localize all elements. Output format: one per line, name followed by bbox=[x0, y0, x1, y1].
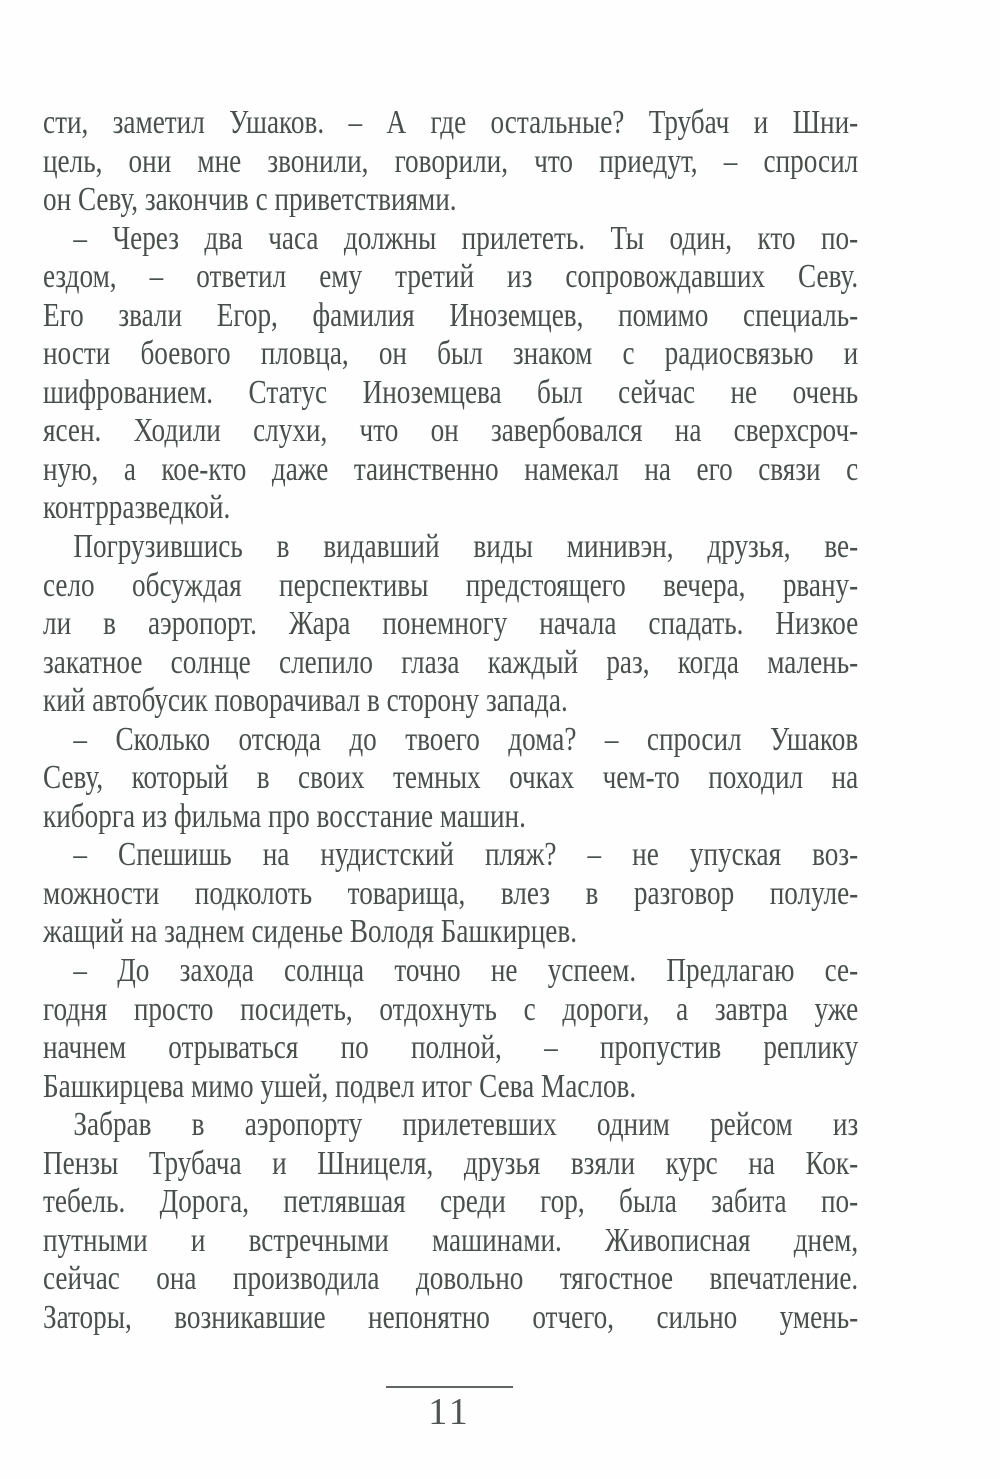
text-line: ную, а кое-кто даже таинственно намекал на его связи с bbox=[43, 450, 859, 488]
footer-divider bbox=[386, 1386, 513, 1388]
text-line: годня просто посидеть, отдохнуть с дороги, а завтра уже bbox=[43, 990, 859, 1028]
text-line: он Севу, закончив с приветствиями. bbox=[43, 181, 457, 219]
text-line: шифрованием. Статус Иноземцева был сейчас не очень bbox=[43, 373, 859, 411]
text-line: Севу, который в своих темных очках чем-то походил на bbox=[43, 759, 859, 797]
text-line: – Спешишь на нудистский пляж? – не упуская воз- bbox=[73, 836, 859, 874]
text-line: ясен. Ходили слухи, что он завербовался на сверхсроч- bbox=[43, 412, 859, 450]
body-text bbox=[43, 104, 858, 1338]
text-line: сти, заметил Ушаков. – А где остальные? Трубач и Шни- bbox=[43, 104, 859, 141]
text-line: Погрузившись в видавший виды минивэн, друзья, ве- bbox=[73, 528, 859, 566]
text-line: ездом, – ответил ему третий из сопровождавших Севу. bbox=[43, 258, 859, 296]
text-line: ли в аэропорт. Жара понемногу начала спадать. Низкое bbox=[43, 605, 859, 643]
text-line: Башкирцева мимо ушей, подвел итог Сева Маслов. bbox=[43, 1067, 637, 1105]
text-line: начнем отрываться по полной, – пропустив реплику bbox=[43, 1029, 859, 1067]
text-line: кий автобусик поворачивал в сторону запада. bbox=[43, 682, 568, 720]
text-line: сейчас она производила довольно тягостное впечатление. bbox=[43, 1260, 859, 1298]
page-number: 11 bbox=[428, 1391, 471, 1433]
text-line: – Через два часа должны прилететь. Ты один, кто по- bbox=[73, 219, 859, 257]
text-line: цель, они мне звонили, говорили, что приедут, – спросил bbox=[43, 142, 859, 180]
text-line: ности боевого пловца, он был знаком с радиосвязью и bbox=[43, 335, 859, 373]
text-line: – Сколько отсюда до твоего дома? – спросил Ушаков bbox=[73, 720, 859, 758]
text-line: закатное солнце слепило глаза каждый раз, когда малень- bbox=[43, 643, 859, 681]
text-line: киборга из фильма про восстание машин. bbox=[43, 797, 526, 835]
text-line: тебель. Дорога, петлявшая среди гор, была забита по- bbox=[43, 1183, 859, 1221]
text-line: жащий на заднем сиденье Володя Башкирцев. bbox=[43, 913, 578, 951]
text-line: контрразведкой. bbox=[43, 489, 231, 527]
text-line: Его звали Егор, фамилия Иноземцев, помимо специаль- bbox=[43, 296, 859, 334]
text-line: можности подколоть товарища, влез в разговор полуле- bbox=[43, 874, 859, 912]
text-line: Забрав в аэропорту прилетевших одним рейсом из bbox=[73, 1106, 859, 1144]
text-line: Заторы, возникавшие непонятно отчего, сильно умень- bbox=[43, 1298, 859, 1336]
text-line: село обсуждая перспективы предстоящего вечера, рвану- bbox=[43, 566, 859, 604]
text-line: – До захода солнца точно не успеем. Предлагаю се- bbox=[73, 952, 859, 990]
text-line: путными и встречными машинами. Живописная днем, bbox=[43, 1221, 859, 1259]
text-line: Пензы Трубача и Шницеля, друзья взяли курс на Кок- bbox=[43, 1144, 859, 1182]
